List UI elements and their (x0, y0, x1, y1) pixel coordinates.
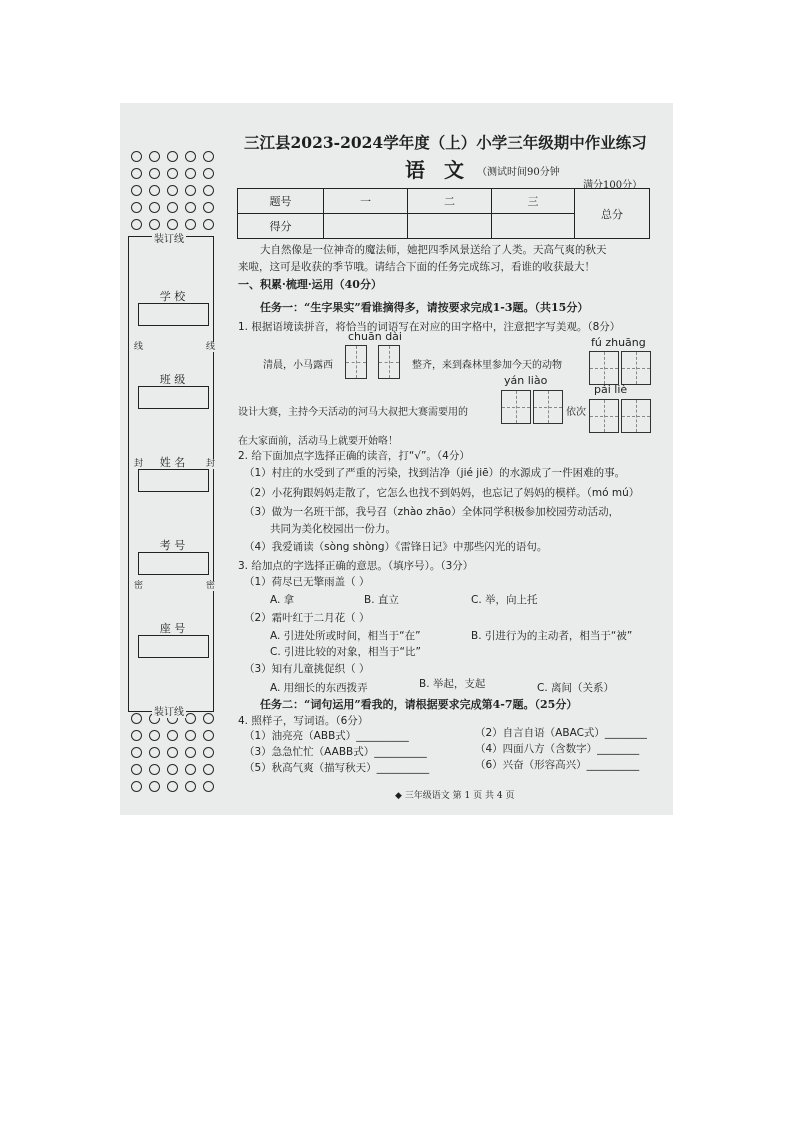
score-table-header: 总分 (575, 189, 650, 239)
binding-hole (131, 730, 142, 741)
score-table-header: 一 (324, 189, 408, 214)
binding-hole (203, 151, 214, 162)
question-stem: 1. 根据语境读拼音，将恰当的词语写在对应的田字格中，注意把字写美观。（8分） (238, 321, 621, 333)
binding-hole (149, 219, 160, 230)
binding-hole (131, 202, 142, 213)
binding-side-char: 线 (134, 342, 144, 352)
writing-grid[interactable] (621, 351, 651, 385)
binding-hole (149, 151, 160, 162)
seat-number-label: 座 号 (159, 622, 186, 635)
q3-option: B. 举起，支起 (419, 678, 486, 690)
name-label: 姓 名 (159, 456, 186, 469)
q3-sub: （3）知有儿童挑促织（ ） (244, 663, 370, 675)
q2-item: （1）村庄的水受到了严重的污染，找到洁净（jié jiē）的水源成了一件困难的事。 (244, 467, 626, 479)
time-note: （测试时间90分钟 (477, 167, 560, 178)
class-field[interactable] (138, 386, 209, 409)
binding-hole (167, 219, 178, 230)
pinyin: chuān dài (348, 330, 402, 343)
writing-grid[interactable] (589, 399, 619, 433)
pinyin: pái liè (594, 383, 628, 396)
binding-hole (203, 185, 214, 196)
binding-hole (203, 713, 214, 724)
binding-hole (203, 168, 214, 179)
q3-sub: （1）荷尽已无擎雨盖（ ） (244, 576, 370, 588)
school-label: 学 校 (159, 290, 186, 303)
intro-line: 来啦，这可是收获的季节哦。请结合下面的任务完成练习，看谁的收获最大！ (238, 261, 595, 273)
binding-hole (185, 781, 196, 792)
binding-hole (167, 781, 178, 792)
exam-paper (120, 103, 673, 815)
subject-title: 语 文 (405, 158, 470, 182)
exam-number-label: 考 号 (159, 539, 186, 552)
binding-hole (131, 781, 142, 792)
binding-hole (203, 202, 214, 213)
binding-bottom-label: 装订线 (152, 703, 186, 718)
q2-item: 共同为美化校园出一份力。 (270, 523, 396, 535)
binding-hole (185, 713, 196, 724)
score-cell[interactable] (492, 214, 575, 239)
binding-hole (131, 764, 142, 775)
binding-side-char: 线 (206, 342, 216, 352)
q4-item[interactable]: （3）急急忙忙（AABB式）__________ (244, 746, 427, 758)
score-cell[interactable] (324, 214, 408, 239)
q1-text: 在大家面前，活动马上就要开始咯！ (238, 436, 398, 447)
binding-hole (167, 151, 178, 162)
binding-hole (203, 764, 214, 775)
binding-side-char: 密 (206, 581, 216, 591)
writing-grid[interactable] (345, 345, 367, 379)
binding-hole (131, 747, 142, 758)
exam-title: 三江县2023-2024学年度（上）小学三年级期中作业练习 (244, 133, 647, 152)
binding-side-char: 封 (134, 459, 144, 469)
score-table-row-label: 得分 (238, 214, 324, 239)
writing-grid[interactable] (589, 351, 619, 385)
pinyin: fú zhuāng (591, 336, 646, 349)
q4-item[interactable]: （2）自言自语（ABAC式）________ (475, 727, 647, 739)
q1-text: 清晨，小马露西 (263, 360, 333, 371)
binding-hole (203, 747, 214, 758)
q3-option: C. 引进比较的对象，相当于“比” (270, 646, 421, 658)
q2-item: （4）我爱诵读（sòng shòng）《雷锋日记》中那些闪光的语句。 (244, 541, 548, 553)
q4-item[interactable]: （1）油亮亮（ABB式）__________ (244, 730, 409, 742)
binding-hole (149, 764, 160, 775)
question-stem: 2. 给下面加点字选择正确的读音，打“√”。（4分） (238, 450, 470, 462)
writing-grid[interactable] (378, 345, 400, 379)
question-stem: 4. 照样子，写词语。（6分） (238, 715, 369, 727)
binding-top-label: 装订线 (152, 230, 186, 245)
task-heading: 任务一：“生字果实”看谁摘得多，请按要求完成1-3题。（共15分） (260, 301, 589, 314)
q3-option: C. 举，向上托 (471, 594, 538, 606)
q1-text: 依次 (566, 407, 586, 418)
binding-hole (167, 202, 178, 213)
question-stem: 3. 给加点的字选择正确的意思。（填序号）。（3分） (238, 560, 474, 572)
score-table-header: 题号 (238, 189, 324, 214)
binding-hole (131, 219, 142, 230)
pinyin: yán liào (504, 374, 548, 387)
q3-option: B. 直立 (364, 594, 399, 606)
section-heading: 一、积累·梳理·运用（40分） (238, 278, 382, 291)
task-heading: 任务二：“词句运用”看我的，请根据要求完成第4-7题。（25分） (260, 698, 578, 711)
binding-hole (167, 730, 178, 741)
binding-hole (131, 185, 142, 196)
binding-side-char: 密 (134, 581, 144, 591)
q3-option: A. 用细长的东西拨弄 (270, 682, 368, 694)
binding-hole (185, 764, 196, 775)
score-note: 满分100分） (583, 180, 643, 191)
binding-hole (131, 168, 142, 179)
binding-hole (167, 168, 178, 179)
seat-number-field[interactable] (138, 635, 209, 658)
binding-hole (149, 202, 160, 213)
q3-option: A. 引进处所或时间，相当于“在” (270, 630, 421, 642)
binding-hole (203, 781, 214, 792)
page-footer: ◆ 三年级语文 第 1 页 共 4 页 (395, 791, 515, 801)
binding-hole (185, 202, 196, 213)
binding-hole (185, 168, 196, 179)
binding-hole (149, 747, 160, 758)
exam-number-field[interactable] (138, 552, 209, 575)
score-table (237, 188, 650, 239)
q3-option: B. 引进行为的主动者，相当于“被” (471, 630, 633, 642)
binding-hole (185, 219, 196, 230)
q1-text: 设计大赛，主持今天活动的河马大叔把大赛需要用的 (238, 407, 468, 418)
score-table-header: 三 (492, 189, 575, 214)
name-field[interactable] (138, 469, 209, 492)
binding-hole (167, 185, 178, 196)
binding-hole (167, 764, 178, 775)
q3-option: A. 拿 (270, 594, 295, 606)
score-table-header: 二 (408, 189, 492, 214)
binding-hole (131, 713, 142, 724)
score-cell[interactable] (408, 214, 492, 239)
binding-hole (149, 781, 160, 792)
class-label: 班 级 (159, 373, 186, 386)
q4-item[interactable]: （5）秋高气爽（描写秋天）__________ (244, 762, 430, 774)
writing-grid[interactable] (501, 390, 531, 424)
q4-item[interactable]: （6）兴奋（形容高兴）__________ (475, 759, 640, 771)
writing-grid[interactable] (533, 390, 563, 424)
q2-item: （3）做为一名班干部，我号召（zhào zhāo）全体同学积极参加校园劳动活动， (244, 506, 620, 518)
q2-item: （2）小花狗跟妈妈走散了，它怎么也找不到妈妈，也忘记了妈妈的模样。（mó mú） (244, 487, 640, 499)
binding-hole (185, 747, 196, 758)
q3-sub: （2）霜叶红于二月花（ ） (244, 612, 370, 624)
writing-grid[interactable] (621, 399, 651, 433)
intro-line: 大自然像是一位神奇的魔法师，她把四季风景送给了人类。天高气爽的秋天 (260, 244, 607, 256)
q3-option: C. 离间（关系） (537, 682, 615, 694)
binding-hole (149, 185, 160, 196)
q4-item[interactable]: （4）四面八方（含数字）________ (475, 743, 640, 755)
binding-hole (149, 168, 160, 179)
binding-hole (185, 151, 196, 162)
school-field[interactable] (138, 303, 209, 326)
q1-text: 整齐，来到森林里参加今天的动物 (412, 360, 562, 371)
binding-hole (167, 747, 178, 758)
binding-hole (203, 219, 214, 230)
binding-hole (185, 185, 196, 196)
binding-hole (131, 151, 142, 162)
binding-hole (149, 730, 160, 741)
binding-hole (203, 730, 214, 741)
binding-side-char: 封 (206, 459, 216, 469)
binding-hole (185, 730, 196, 741)
